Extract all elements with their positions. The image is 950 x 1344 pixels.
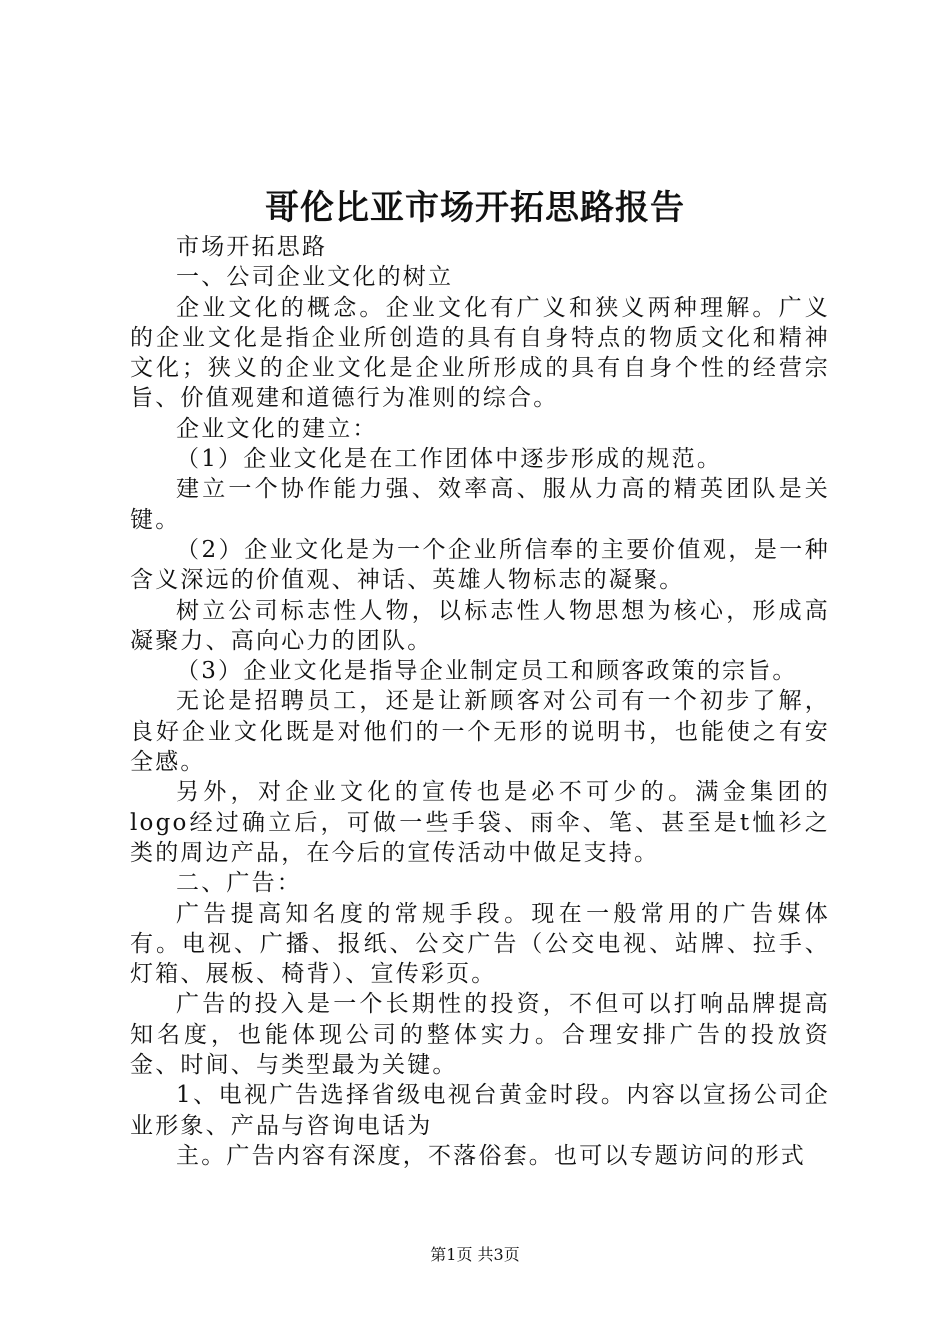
paragraph: 广告提高知名度的常规手段。现在一般常用的广告媒体有。电视、广播、报纸、公交广告（公交电视、站牌、拉手、灯箱、展板、椅背）、宣传彩页。	[130, 900, 830, 988]
paragraph: 建立一个协作能力强、效率高、服从力高的精英团队是关键。	[130, 476, 830, 533]
paragraph: 市场开拓思路	[176, 234, 328, 260]
paragraph: 主。广告内容有深度，不落俗套。也可以专题访问的形式	[176, 1142, 806, 1169]
page-footer: 第1页 共3页	[430, 1245, 520, 1264]
paragraph: （2）企业文化是为一个企业所信奉的主要价值观，是一种含义深远的价值观、神话、英雄人物标志的凝聚。	[130, 536, 830, 594]
paragraph: （1）企业文化是在工作团体中逐步形成的规范。	[176, 446, 723, 473]
paragraph: 无论是招聘员工，还是让新顾客对公司有一个初步了解，良好企业文化既是对他们的一个无形的说明书，也能使之有安全感。	[130, 688, 830, 776]
paragraph: 广告的投入是一个长期性的投资，不但可以打响品牌提高知名度，也能体现公司的整体实力。合理安排广告的投放资金、时间、与类型最为关键。	[130, 991, 830, 1079]
paragraph: 一、公司企业文化的树立	[176, 264, 454, 291]
paragraph: 1、电视广告选择省级电视台黄金时段。内容以宣扬公司企业形象、产品与咨询电话为	[130, 1082, 830, 1139]
paragraph: （3）企业文化是指导企业制定员工和顾客政策的宗旨。	[176, 658, 798, 685]
paragraph: 另外，对企业文化的宣传也是必不可少的。满金集团的logo经过确立后，可做一些手袋、雨伞、笔、甚至是t恤衫之类的周边产品，在今后的宣传活动中做足支持。	[130, 779, 830, 866]
paragraph: 树立公司标志性人物，以标志性人物思想为核心，形成高凝聚力、高向心力的团队。	[130, 597, 830, 654]
paragraph: 二、广告：	[176, 870, 302, 897]
paragraph: 企业文化的建立：	[176, 415, 378, 442]
document-title: 哥伦比亚市场开拓思路报告	[265, 188, 685, 228]
document-body	[130, 232, 830, 1171]
paragraph: 企业文化的概念。企业文化有广义和狭义两种理解。广义的企业文化是指企业所创造的具有自身特点的物质文化和精神文化；狭义的企业文化是企业所形成的具有自身个性的经营宗旨、价值观建和道德行为准则的综合。	[130, 294, 830, 412]
